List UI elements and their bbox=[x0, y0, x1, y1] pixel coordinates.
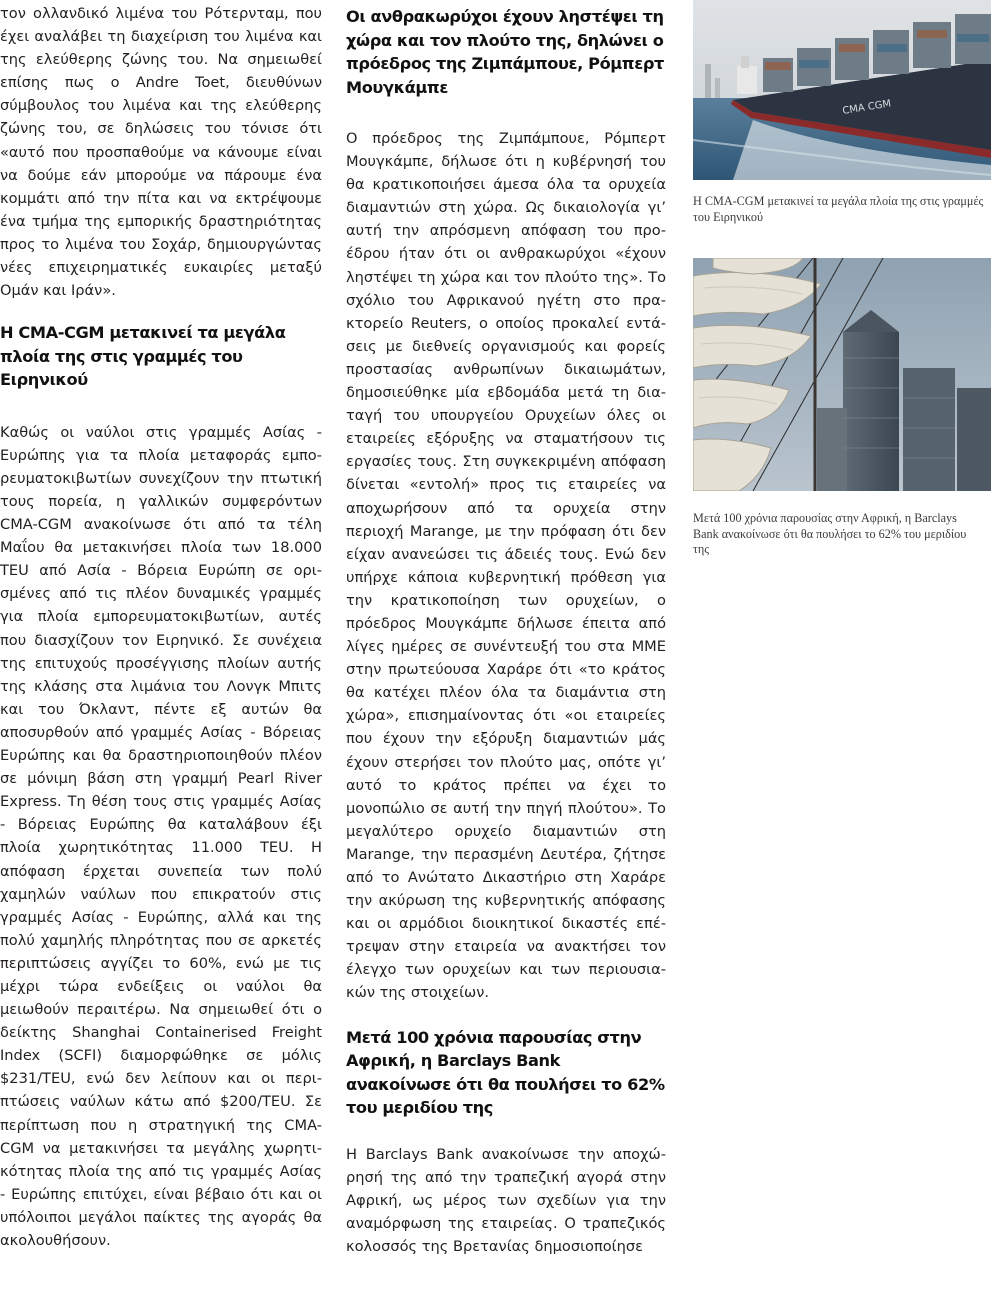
article-paragraph: Η Barclays Bank ανακοίνωσε την αποχώρησή της από την τραπεζική αγορά στην Αφρική, ως μέρος των σχεδίων για την αναμόρφωση της εταιρείας. Ο τραπεζικός κολοσσός της Βρετανίας δημοσιοποίησε bbox=[346, 1145, 666, 1255]
column-1 bbox=[0, 0, 322, 1252]
sidebar bbox=[693, 0, 991, 558]
heading-barclays: Μετά 100 χρόνια παρουσίας στην Αφρική, η Barclays Bank ανακοίνωσε ότι θα πουλήσει το 62% του μεριδίου της bbox=[346, 1027, 665, 1118]
article-paragraph: Ο πρόεδρος της Ζιμπάμπουε, Ρόμπερτ Μουγκάμπε, δήλωσε ότι η κυβέρνησή του θα κρατικοποιήσει άμεσα όλα τα ορυχεία διαμαντιών στη χώρα. Ως δικαιολογία γι’ αυτή την απρόσμενη απόφαση του προέδρου ήταν ότι οι ανθρακωρύχοι «έχουν ληστέψει τη χώρα και τον πλούτο της». Το σχόλιο του Αφρικανού ηγέτη στο πρακτορείο Reuters, ο οποίος προκαλεί εντάσεις με διεθνείς οργανισμούς και φορείς προστασίας ανθρωπίνων δικαιωμάτων, δημοσιεύθηκε μία εβδομάδα μετά τη διαταγή του υπουργείου Ορυχείων όλες οι εταιρείες εξόρυξης να σταματήσουν τις εργασίες τους. Στη συγκεκριμένη απόφαση δίνεται «εντολή» προς τις εταιρείες να αποχωρήσουν από τα ορυχεία στην περιοχή Marange, με την πρόφαση ότι δεν είχαν ανανεώσει τις άδειές τους. Ενώ δεν υπήρχε κάποια κυβερνητική πρόθεση για την κρατικοποίηση των ορυχείων, ο πρόεδρος Μουγκάμπε δήλωσε έπειτα από λίγες ημέρες σε συνέντευξή του στα ΜΜΕ στην πρωτεύουσα Χαράρε ότι «το κράτος θα κατέχει πλέον όλα τα διαμάντια στη χώρα», επισημαίνοντας ότι «οι εταιρείες που έχουν την εξόρυξη διαμαντιών μάς έχουν στερήσει τον πλούτο μας, οπότε γι’ αυτό το κράτος πρέπει να έχει το μονοπώλιο σε αυτή την πηγή πλούτου». Το μεγαλύτερο ορυχείο διαμαντιών στη Marange, την περασμένη Δευτέρα, ζήτησε από το Ανώτατο Δικαστήριο στη Χαράρε την ακύρωση της κυβερνητικής απόφασης και οι αρμόδιοι διοικητικοί δικαστές επέτρεψαν στην εταιρεία να ανακτήσει τον έλεγχο των ορυχείων και των περιουσιακών της στοιχείων. bbox=[346, 130, 666, 1002]
photo-caption-barclays: Μετά 100 χρόνια παρουσίας στην Αφρική, η Barclays Bank ανακοίνωσε ότι θα πουλήσει το 62% του μεριδίου της bbox=[693, 511, 967, 556]
article-paragraph: Καθώς οι ναύλοι στις γραμμές Ασίας - Ευρώπης για τα πλοία μεταφοράς εμπορευματοκιβωτίων συνεχίζουν την πτωτική τους πορεία, η γαλλικών συμφερόντων CMA-CGM ανακοίνωσε ότι από τα τέλη Μαΐου θα μετακινήσει πλοία των 18.000 TEU από Ασία - Βόρεια Ευρώπη σε ορισμένες από τις πλέον δυναμικές γραμμές για πλοία εμπορευματοκιβωτίων, αυτές που διασχίζουν τον Ειρηνικό. Σε συνέχεια της επιτυχούς προσέγγισης πλοίων αυτής της κλάσης στα λιμάνια του Λονγκ Μπιτς και του Όκλαντ, πέντε εξ αυτών θα αποσυρθούν από γραμμές Ασίας - Βόρειας Ευρώπης και θα δραστηριοποιηθούν πλέον σε μόνιμη βάση στη γραμμή Pearl River Express. Τη θέση τους στις γραμμές Ασίας - Βόρειας Ευρώπης θα καταλάβουν έξι πλοία χωρητικότητας 11.000 TEU. Η απόφαση έρχεται συνεπεία των πολύ χαμηλών ναύλων που επικρατούν στις γραμμές Ασίας - Ευρώπης, αλλά και της πολύ χαμηλής πληρότητας που σε αρκετές περιπτώσεις αγγίζει το 60%, ενώ με τις μέχρι τώρα ενδείξεις οι ναύλοι θα μειωθούν περαιτέρω. Να σημειωθεί ότι ο δείκτης Shanghai Containerised Freight Index (SCFI) διαμορφώθηκε σε μόλις $231/TEU, ενώ δεν λείπουν και οι περιπτώσεις ναύλων κάτω από $200/TEU. Σε περίπτωση που η στρατηγική της CMA-CGM να μετακινήσει τα μεγάλης χωρητικότητας πλοία της από τις γραμμές Ασίας - Ευρώπης επιτύχει, είναι βέβαιο ότι και οι υπόλοιποι μεγάλοι παίκτες της αγοράς θα ακολουθήσουν. bbox=[0, 423, 322, 1249]
article-paragraph: τον ολλανδικό λιμένα του Ρότερνταμ, που έχει αναλάβει τη διαχείριση του λιμένα και της ελεύθερης ζώνης του. Να σημειωθεί επίσης πως ο Andre Toet, διευθύνων σύμβουλος του λιμένα και της ελεύθερης ζώνης του, σε δηλώσεις του τόνισε ότι «αυτό που προσπαθούμε να κάνουμε είναι να δούμε εάν μπορούμε να πάρουμε ένα κομμάτι από την πίτα και να εκτρέψουμε ένα τμήμα της εμπορικής δραστηριότητας προς το λιμένα του Σοχάρ, δημιουργώντας νέες επιχειρηματικές ευκαιρίες μεταξύ Ομάν και Ιράν». bbox=[0, 5, 322, 300]
photo-caption-ship: Η CMA-CGM μετακινεί τα μεγάλα πλοία της στις γραμμές του Ειρηνικού bbox=[693, 194, 984, 224]
container-ship-photo bbox=[693, 0, 991, 180]
canary-wharf-sails-photo bbox=[693, 258, 991, 491]
heading-cma-cgm: Η CMA-CGM μετακινεί τα μεγάλα πλοία της στις γραμμές του Ειρηνικού bbox=[0, 323, 286, 390]
ship-hull-lettering: CMA CGM bbox=[841, 98, 892, 117]
heading-zimbabwe: Οι ανθρακωρύχοι έχουν ληστέψει τη χώρα και τον πλούτο της, δηλώνει ο πρόεδρος της Ζιμπάμπουε, Ρόμπερτ Μουγκάμπε bbox=[346, 7, 664, 97]
column-2 bbox=[346, 0, 666, 1258]
